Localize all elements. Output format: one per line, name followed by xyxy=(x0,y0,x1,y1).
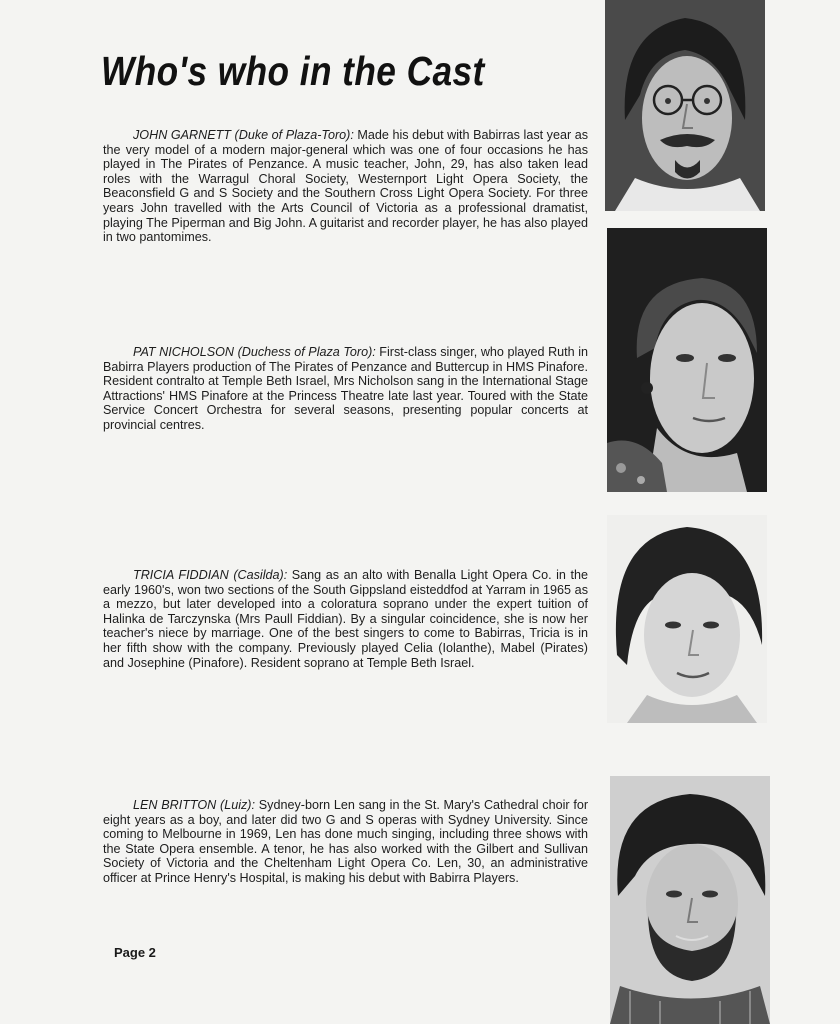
cast-role: (Casilda): xyxy=(233,568,288,582)
cast-bio-john-garnett xyxy=(103,128,588,245)
portrait-photo-len-britton xyxy=(610,776,770,1024)
cast-name: PAT NICHOLSON xyxy=(133,345,235,359)
cast-name: TRICIA FIDDIAN xyxy=(133,568,229,582)
cast-bio-text: Made his debut with Babirras last year as the very model of a modern major-general which was one of four occasions he has played in The Pirates of Penzance. A music teacher, John, 29, has also taken lead roles with the Warragul Choral Society, Westernport Light Opera Society, the Beaconsfield G and S Society and the Southern Cross Light Opera Society. For three years John travelled with the Arts Council of Victoria as a professional dramatist, playing The Piperman and Big John. A guitarist and recorder player, he has also played in two pantomimes. xyxy=(103,128,588,245)
cast-role: (Luiz): xyxy=(220,798,256,812)
cast-role: (Duke of Plaza-Toro): xyxy=(234,128,354,142)
cast-bio-tricia-fiddian xyxy=(103,568,588,670)
cast-bio-text: Sydney-born Len sang in the St. Mary's Cathedral choir for eight years as a boy, and later did two G and S operas with Sydney University. Since coming to Melbourne in 1969, Len has done much singing, including three shows with the State Opera ensemble. A tenor, he has also worked with the Gilbert and Sullivan Society of Victoria and the Cheltenham Light Opera Co. Len, 30, an administrative officer at Prince Henry's Hospital, is making his debut with Babirra Players. xyxy=(103,798,589,885)
cast-bio-pat-nicholson xyxy=(103,345,588,433)
cast-bio-text: Sang as an alto with Benalla Light Opera Co. in the early 1960's, won two sections of the South Gippsland eisteddfod at Yarram in 1965 as a mezzo, but later developed into a coloratura soprano under the expert tuition of Halinka de Tarczynska (Mrs Paull Fiddian). By a singular coincidence, she is now her teacher's niece by marriage. One of the best singers to come to Babirras, Tricia is in her fifth show with the company. Previously played Celia (Iolanthe), Mabel (Pirates) and Josephine (Pinafore). Resident soprano at Temple Beth Israel. xyxy=(103,568,588,670)
portrait-photo-pat-nicholson xyxy=(607,228,767,492)
portrait-photo-tricia-fiddian xyxy=(607,515,767,723)
page-title: Who's who in the Cast xyxy=(101,48,485,94)
cast-name: LEN BRITTON xyxy=(133,798,217,812)
portrait-photo-john-garnett xyxy=(605,0,765,211)
cast-name: JOHN GARNETT xyxy=(133,128,231,142)
page-number: Page 2 xyxy=(114,945,156,960)
cast-bio-text: First-class singer, who played Ruth in Babirra Players production of The Pirates of Penzance and Buttercup in HMS Pinafore. Resident contralto at Temple Beth Israel, Mrs Nicholson sang in the International Stage Attractions' HMS Pinafore at the Princess Theatre late last year. Toured with the State Service Concert Orchestra for several seasons, presenting popular concerts at provincial centres. xyxy=(103,345,589,432)
cast-bio-len-britton xyxy=(103,798,588,886)
cast-role: (Duchess of Plaza Toro): xyxy=(237,345,376,359)
